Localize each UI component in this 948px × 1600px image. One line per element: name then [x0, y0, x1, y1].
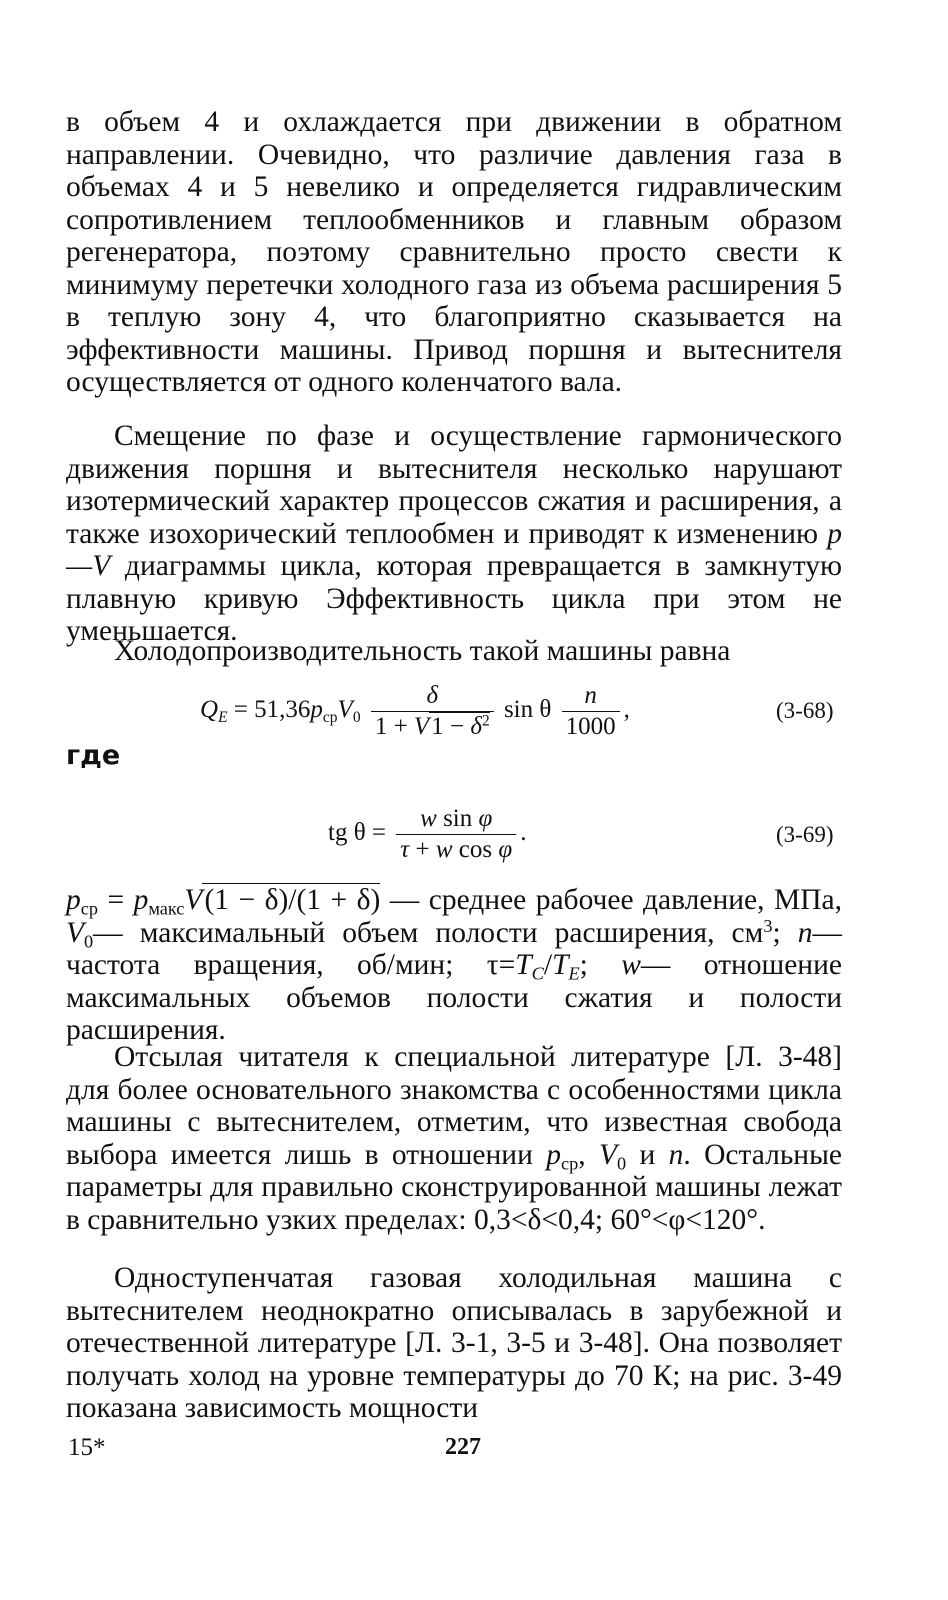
paragraph-2	[66, 420, 842, 648]
paragraph-2-part-b: диаграммы цикла, которая превращается в замкнутую плавную кривую Эффективность цикла при этом не уменьшается.	[66, 550, 842, 647]
paragraph-5-part-b: и	[626, 1138, 669, 1171]
pv-diagram-variable: p—V	[66, 517, 842, 582]
paragraph-5: Отсылая читателя к специальной литературе [Л. 3-48] для более основательного знакомства с особенностями цикла машины с вытеснителем, отметим, что известная свобода выбора имеется лишь в отношении $p_{ср}$, $V_0$ и n. Остальные параметры для правильно сконструированной машины лежат в сравнительно узких пределах: 0,3<δ<0,4; 60°<φ<120°.	[66, 1041, 843, 1236]
equation-3-68: $Q_E = 51,36p_{ср}V_0$ $\frac{\delta}{1 + V1 - \delta^2}$ sin θ $\frac{n}{1000}$ ,	[200, 682, 630, 740]
paragraph-4: $p_{ср} = p_{макс}V(1 - \delta)/(1 + \delta)$ — среднее рабочее давление, МПа, $V_0—$ максимальный объем полости расширения, $см^3$; n— частота вращения, об/мин; $\tau=T_C/T_E$; w— отношение максимальных объемов полости сжатия и полости расширения.	[66, 884, 842, 1046]
paragraph-2-part-a: Смещение по фазе и осуществление гармонического движения поршня и вытеснителя несколько нарушают изотермический характер процессов сжатия и расширения, а также изохорический теплообмен и приводят к изменению	[66, 420, 842, 550]
page-number: 227	[445, 1434, 481, 1460]
paragraph-3-text: Холодопроизводительность такой машины равна	[114, 635, 731, 667]
definitions-1: — среднее рабочее давление, МПа,	[380, 884, 842, 916]
where-label: где	[66, 740, 121, 771]
definitions-3: — частота вращения, об/мин;	[66, 916, 842, 981]
definitions-2: — максимальный объем полости расширения, см	[93, 916, 764, 949]
paragraph-6	[66, 1262, 842, 1425]
equation-3-68-number: (3-68)	[776, 698, 834, 723]
paragraph-1-text: в объем 4 и охлаждается при движении в обратном направлении. Очевидно, что различие давления газа в объемах 4 и 5 невелико и определяется гидравлическим сопротивлением теплообменников и главным образом регенератора, поэтому сравнительно просто свести к минимуму перетечки холодного газа из объема расширения 5 в теплую зону 4, что благоприятно сказывается на эффективности машины. Привод поршня и вытеснителя осуществляется от одного коленчатого вала.	[66, 106, 842, 398]
definitions-4: — отношение максимальных объемов полости сжатия и полости расширения.	[66, 949, 842, 1046]
paragraph-5-part-a: Отсылая читателя к специальной литературе [Л. 3-48] для более основательного знакомства с особенностями цикла машины с вытеснителем, отметим, что известная свобода выбора имеется лишь в отношении	[66, 1041, 842, 1171]
paragraph-6-text: Одноступенчатая газовая холодильная машина с вытеснителем неоднократно описывалась в зарубежной и отечественной литературе [Л. 3-1, 3-5 и 3-48]. Она позволяет получать холод на уровне температуры до 70 К; на рис. 3-49 показана зависимость мощности	[66, 1262, 842, 1424]
signature-mark: 15*	[68, 1434, 106, 1461]
paragraph-1	[66, 106, 842, 399]
equation-3-69-number: (3-69)	[776, 822, 834, 847]
paragraph-3	[66, 635, 842, 668]
paragraph-5-part-c: . Остальные параметры для правильно сконструированной машины лежат в сравнительно узких пределах: 0,3<δ<0,4; 60°<φ<120°.	[66, 1138, 843, 1236]
equation-3-69: tg θ = $\frac{\text{w sin φ}}{\text{τ + w cos φ}}$ .	[328, 805, 527, 863]
